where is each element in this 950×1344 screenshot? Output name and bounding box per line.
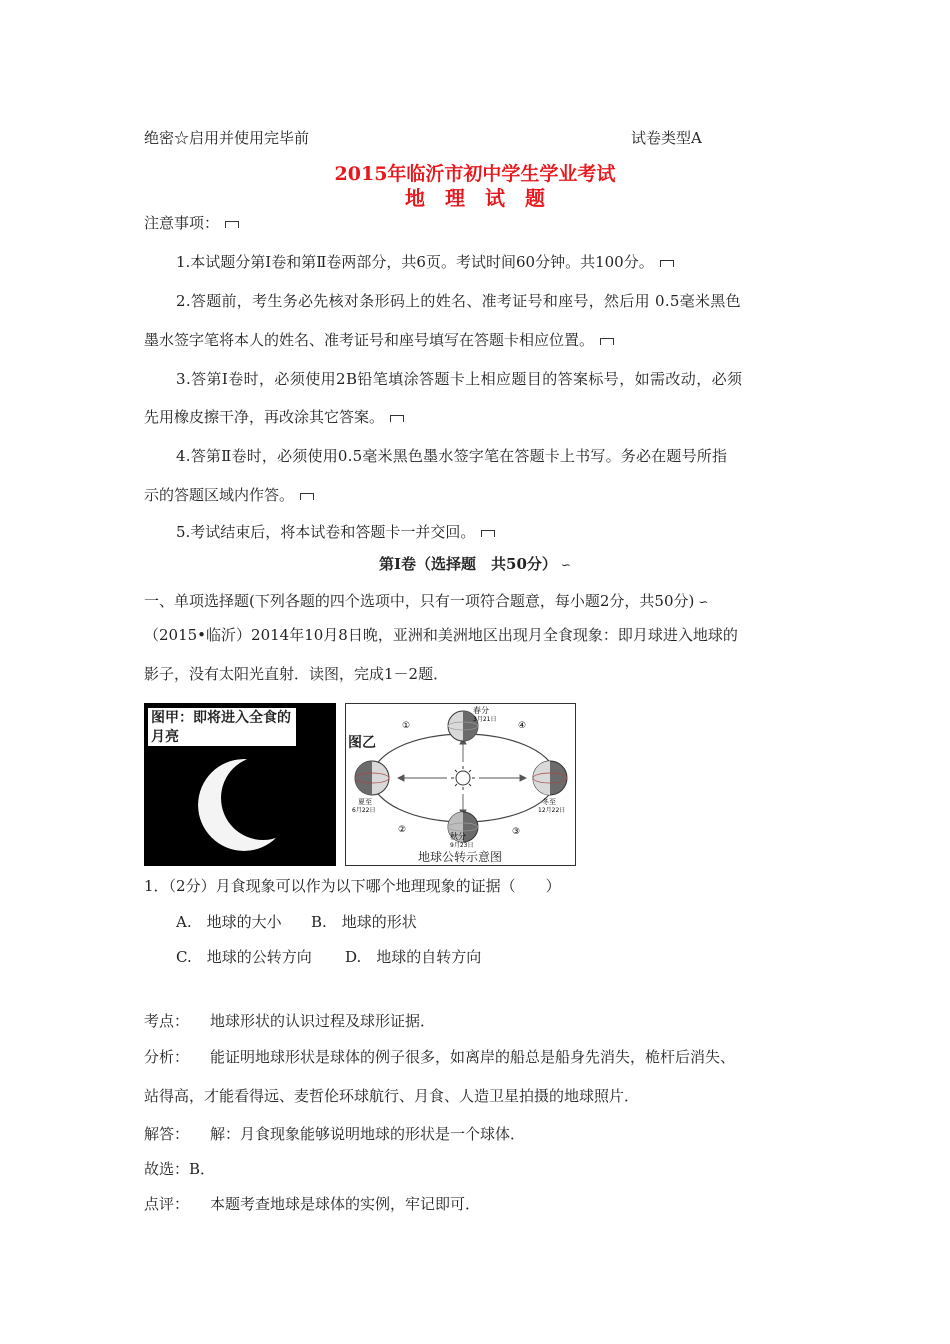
section-title: 第Ⅰ卷（选择题 共50分） ∽ — [379, 555, 571, 573]
figure2-label: 图乙 — [348, 732, 376, 752]
option-b: B. 地球的形状 — [311, 913, 417, 931]
option-c: C. 地球的公转方向 — [176, 948, 312, 966]
notice-item-4: 4.答第Ⅱ卷时，必须使用0.5毫米黑色墨水签字笔在答题卡上书写。务必在题号所指 — [176, 447, 728, 465]
return-mark-icon — [300, 493, 314, 500]
return-mark-icon — [600, 338, 614, 345]
fenxi-label: 分析： — [144, 1048, 190, 1066]
paragraph-mark-icon: ∽ — [560, 558, 571, 572]
figure2-caption: 地球公转示意图 — [417, 850, 502, 864]
return-mark-icon — [390, 415, 404, 422]
notice-item-4-cont: 示的答题区域内作答。 — [144, 485, 314, 505]
notice-item-5: 5.考试结束后，将本试卷和答题卡一并交回。 — [176, 522, 495, 542]
label-winter: 冬至 — [542, 798, 556, 806]
label-spring: 春分 — [473, 706, 489, 715]
notice-item-3-cont: 先用橡皮擦干净，再改涂其它答案。 — [144, 407, 404, 427]
label-autumn-date: 9月23日 — [450, 842, 474, 849]
earth-summer — [355, 761, 389, 795]
question-intro-line2: 影子，没有太阳光直射．读图，完成1－2题． — [144, 665, 449, 683]
return-mark-icon — [225, 221, 239, 228]
label-spring-date: 3月21日 — [473, 716, 497, 723]
label-winter-date: 12月22日 — [538, 807, 566, 814]
jieda-label: 解答： — [144, 1125, 190, 1143]
paper-type-label: 试卷类型A — [631, 129, 702, 147]
notice-item-2: 2.答题前，考生务必先核对条形码上的姓名、准考证号和座号，然后用 0.5毫米黑色 — [176, 292, 741, 310]
notice-heading: 注意事项： — [144, 213, 239, 233]
paragraph-mark-icon: ∽ — [698, 595, 709, 609]
return-mark-icon — [660, 260, 674, 267]
jieda-text: 解：月食现象能够说明地球的形状是一个球体． — [210, 1125, 526, 1143]
fenxi-text-2: 站得高，才能看得远、麦哲伦环球航行、月食、人造卫星拍摄的地球照片． — [144, 1087, 640, 1105]
dianping-label: 点评： — [144, 1195, 190, 1213]
answer-choice: 故选：B． — [144, 1160, 216, 1178]
notice-item-3: 3.答第Ⅰ卷时，必须使用2B铅笔填涂答题卡上相应题目的答案标号，如需改动，必须 — [176, 370, 743, 388]
figure1-caption: 图甲：即将进入全食的月亮 — [147, 707, 297, 747]
figure-earth-revolution — [345, 703, 576, 866]
fenxi-text-1: 能证明地球形状是球体的例子很多，如离岸的船总是船身先消失，桅杆后消失、 — [210, 1048, 736, 1066]
label-n4: ④ — [518, 721, 527, 731]
label-n2: ② — [398, 825, 407, 835]
label-n1: ① — [402, 721, 411, 731]
sun-icon — [456, 771, 470, 785]
notice-item-1: 1.本试题分第Ⅰ卷和第Ⅱ卷两部分，共6页。考试时间60分钟。共100分。 — [176, 252, 674, 272]
exam-subtitle: 地 理 试 题 — [405, 186, 545, 210]
exam-title: 2015年临沂市初中学生学业考试 — [334, 163, 616, 185]
question-1-stem: 1．（2分）月食现象可以作为以下哪个地理现象的证据（ ） — [144, 877, 561, 895]
revolution-diagram — [346, 704, 574, 864]
kaodian-label: 考点： — [144, 1012, 190, 1030]
earth-winter — [533, 761, 567, 795]
label-summer-date: 6月22日 — [352, 807, 376, 814]
dianping-text: 本题考查地球是球体的实例，牢记即可． — [210, 1195, 481, 1213]
notice-item-2-cont: 墨水签字笔将本人的姓名、准考证号和座号填写在答题卡相应位置。 — [144, 330, 614, 350]
confidential-label: 绝密☆启用并使用完毕前 — [144, 129, 310, 147]
option-a: A. 地球的大小 — [176, 913, 282, 931]
question-intro-line1: （2015•临沂）2014年10月8日晚，亚洲和美洲地区出现月全食现象：即月球进入地球的 — [144, 626, 738, 644]
return-mark-icon — [481, 530, 495, 537]
label-summer: 夏至 — [358, 798, 372, 806]
part1-instructions: 一、单项选择题(下列各题的四个选项中，只有一项符合题意，每小题2分，共50分) ∽ — [144, 592, 709, 610]
figure-moon-photo — [144, 703, 336, 866]
option-d: D. 地球的自转方向 — [345, 948, 482, 966]
kaodian-text: 地球形状的认识过程及球形证据． — [210, 1012, 436, 1030]
label-autumn: 秋分 — [450, 832, 466, 841]
label-n3: ③ — [512, 827, 521, 837]
